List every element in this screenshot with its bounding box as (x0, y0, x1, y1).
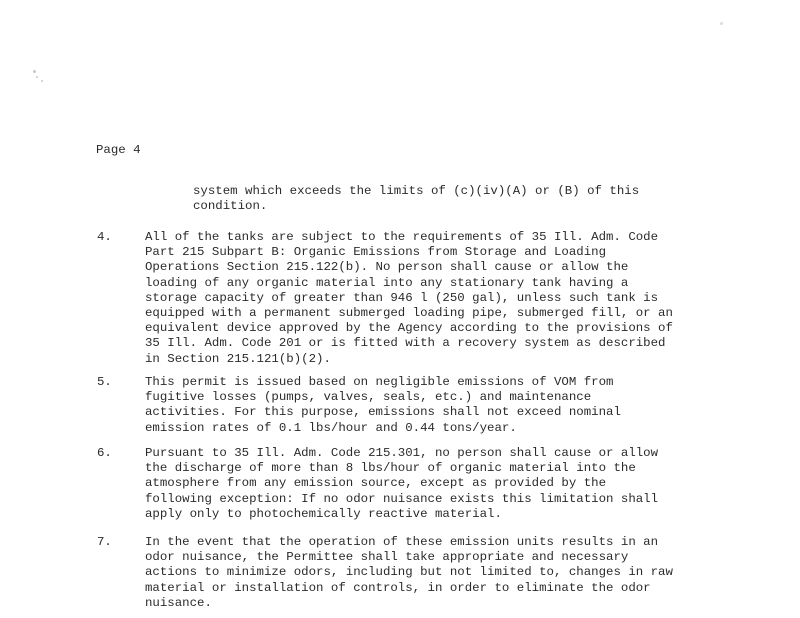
text-line: 35 Ill. Adm. Code 201 or is fitted with a recovery system as described (145, 336, 666, 351)
item-number: 5. (97, 375, 112, 389)
text-line: the discharge of more than 8 lbs/hour of organic material into the (145, 461, 636, 476)
text-line: apply only to photochemically reactive material. (145, 506, 502, 521)
text-line: odor nuisance, the Permittee shall take appropriate and necessary (145, 550, 629, 565)
item-number: 4. (97, 230, 112, 244)
text-line: nuisance. (145, 595, 212, 610)
item-number: 6. (97, 446, 112, 460)
text-line: activities. For this purpose, emissions shall not exceed nominal (145, 405, 621, 420)
page-number: Page 4 (96, 143, 141, 157)
scan-speck (36, 76, 38, 78)
item-text (145, 230, 715, 367)
text-line: In the event that the operation of these emission units results in an (145, 535, 659, 549)
text-line: storage capacity of greater than 946 l (250 gal), unless such tank is (145, 290, 659, 305)
text-line: Pursuant to 35 Ill. Adm. Code 215.301, no person shall cause or allow (145, 446, 659, 460)
text-line: Part 215 Subpart B: Organic Emissions from Storage and Loading (145, 245, 607, 260)
text-line: actions to minimize odors, including but not limited to, changes in raw (145, 565, 673, 580)
text-line: equipped with a permanent submerged loading pipe, submerged fill, or an (145, 306, 673, 321)
continuation-paragraph (193, 184, 713, 214)
text-line: loading of any organic material into any stationary tank having a (145, 275, 629, 290)
text-line: fugitive losses (pumps, valves, seals, etc.) and maintenance (145, 390, 592, 405)
text-line: in Section 215.121(b)(2). (145, 351, 331, 366)
scan-speck (33, 70, 36, 73)
text-line: This permit is issued based on negligible emissions of VOM from (145, 375, 614, 389)
text-line: All of the tanks are subject to the requirements of 35 Ill. Adm. Code (145, 230, 659, 244)
item-text (145, 446, 715, 522)
text-line: material or installation of controls, in order to eliminate the odor (145, 580, 651, 595)
text-line: condition. (193, 199, 268, 214)
item-number: 7. (97, 535, 112, 549)
text-line: emission rates of 0.1 lbs/hour and 0.44 tons/year. (145, 420, 517, 435)
scan-speck (720, 22, 723, 25)
text-line: equivalent device approved by the Agency according to the provisions of (145, 321, 673, 336)
text-line: following exception: If no odor nuisance exists this limitation shall (145, 491, 659, 506)
item-text (145, 375, 715, 436)
text-line: atmosphere from any emission source, except as provided by the (145, 476, 607, 491)
text-line: system which exceeds the limits of (c)(iv)(A) or (B) of this (193, 184, 640, 198)
text-line: Operations Section 215.122(b). No person shall cause or allow the (145, 260, 629, 275)
item-text (145, 535, 715, 611)
scan-speck (41, 80, 43, 82)
